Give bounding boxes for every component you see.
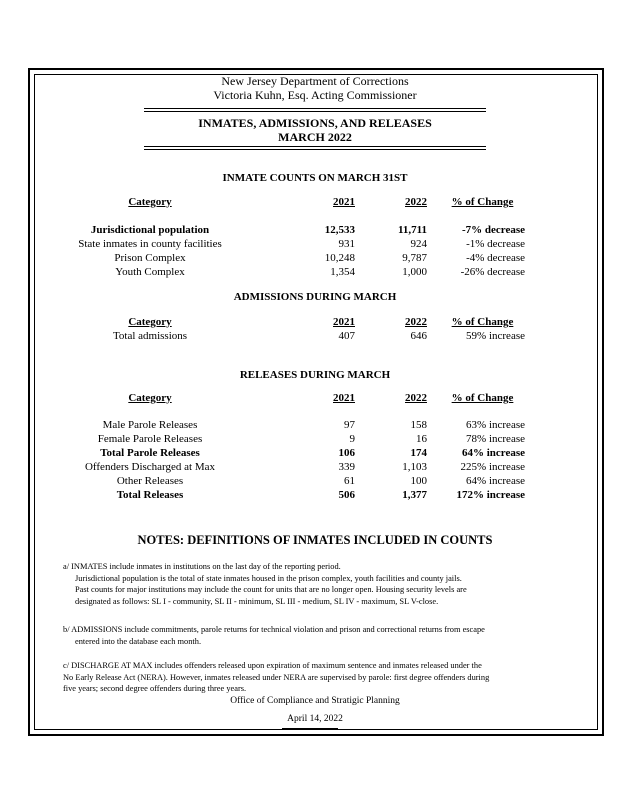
releases-section-title: RELEASES DURING MARCH bbox=[239, 369, 391, 381]
table-row-change: -26% decrease bbox=[460, 266, 525, 278]
table-row-category: Total Releases bbox=[116, 489, 184, 501]
table-row-2021: 506 bbox=[338, 489, 355, 501]
col-header-2022: 2022 bbox=[405, 316, 427, 328]
col-header-category: Category bbox=[128, 316, 172, 328]
commissioner-name: Victoria Kuhn, Esq. Acting Commissioner bbox=[213, 88, 417, 102]
table-row-2021: 1,354 bbox=[330, 266, 355, 278]
table-row-change: -7% decrease bbox=[461, 224, 525, 236]
col-header-change: % of Change bbox=[451, 196, 514, 208]
admissions-section-title: ADMISSIONS DURING MARCH bbox=[233, 291, 397, 303]
col-header-category: Category bbox=[128, 392, 172, 404]
counts-section-title: INMATE COUNTS ON MARCH 31ST bbox=[222, 172, 408, 184]
note-line: b/ ADMISSIONS include commitments, parole returns for technical violation and prison and correctional returns from escape bbox=[63, 625, 485, 634]
header-rule-bottom-2 bbox=[144, 149, 486, 150]
table-row-change: -1% decrease bbox=[466, 238, 525, 250]
table-row-category: Other Releases bbox=[116, 475, 184, 487]
report-title: INMATES, ADMISSIONS, AND RELEASES bbox=[198, 116, 432, 130]
notes-title: NOTES: DEFINITIONS OF INMATES INCLUDED IN COUNTS bbox=[137, 533, 493, 547]
table-row-2022: 174 bbox=[410, 447, 427, 459]
table-row-category: Prison Complex bbox=[114, 252, 186, 264]
table-row-2022: 646 bbox=[410, 330, 427, 342]
table-row-change: 78% increase bbox=[466, 433, 525, 445]
note-line: No Early Release Act (NERA). However, inmates released under NERA are supervised by parole: first degree offenders during bbox=[63, 672, 490, 682]
table-row-2022: 100 bbox=[410, 475, 427, 487]
table-row-2021: 97 bbox=[344, 419, 355, 431]
note-line: c/ DISCHARGE AT MAX includes offenders released upon expiration of maximum sentence and inmates released under the bbox=[63, 661, 482, 670]
table-row-change: -4% decrease bbox=[466, 252, 525, 264]
note-line: Jurisdictional population is the total of state inmates housed in the prison complex, youth facilities and county jails. bbox=[75, 573, 462, 583]
table-row-2021: 931 bbox=[338, 238, 355, 250]
col-header-2021: 2021 bbox=[333, 392, 355, 404]
table-row-2021: 10,248 bbox=[324, 252, 355, 264]
col-header-category: Category bbox=[128, 196, 172, 208]
table-row-2022: 1,377 bbox=[402, 489, 427, 501]
table-row-category: Total admissions bbox=[112, 330, 188, 342]
footer-date: April 14, 2022 bbox=[287, 714, 343, 724]
table-row-2022: 1,000 bbox=[402, 266, 427, 278]
table-row-2022: 924 bbox=[410, 238, 427, 250]
table-row-2021: 339 bbox=[338, 461, 355, 473]
note-line: five years; second degree offenders during three years. bbox=[63, 684, 247, 693]
header-rule-top-2 bbox=[144, 111, 486, 112]
col-header-2021: 2021 bbox=[333, 316, 355, 328]
note-line: Past counts for major institutions may include the count for units that are no longer open. Housing security levels are bbox=[75, 585, 467, 594]
table-row-change: 172% increase bbox=[456, 489, 525, 501]
col-header-change: % of Change bbox=[451, 316, 514, 328]
col-header-2022: 2022 bbox=[405, 392, 427, 404]
table-row-2022: 1,103 bbox=[402, 461, 427, 473]
table-row-change: 64% increase bbox=[461, 447, 525, 459]
header-rule-top bbox=[144, 108, 486, 109]
note-line: entered into the database each month. bbox=[75, 636, 202, 646]
table-row-2022: 16 bbox=[416, 433, 427, 445]
table-row-category: Male Parole Releases bbox=[102, 419, 198, 431]
table-row-category: Total Parole Releases bbox=[100, 447, 200, 459]
col-header-2022: 2022 bbox=[405, 196, 427, 208]
table-row-category: Offenders Discharged at Max bbox=[84, 461, 216, 473]
footer-office: Office of Compliance and Stratigic Planning bbox=[230, 696, 400, 706]
table-row-change: 59% increase bbox=[466, 330, 525, 342]
table-row-change: 63% increase bbox=[466, 419, 525, 431]
footer-date-rule bbox=[282, 728, 338, 729]
col-header-change: % of Change bbox=[451, 392, 514, 404]
table-row-change: 225% increase bbox=[460, 461, 525, 473]
table-row-2022: 158 bbox=[410, 419, 427, 431]
col-header-2021: 2021 bbox=[333, 196, 355, 208]
table-row-2021: 106 bbox=[338, 447, 355, 459]
table-row-change: 64% increase bbox=[466, 475, 525, 487]
table-row-2021: 9 bbox=[349, 433, 355, 445]
note-line: a/ INMATES include inmates in institutions on the last day of the reporting period. bbox=[63, 562, 341, 571]
table-row-category: Jurisdictional population bbox=[90, 224, 210, 236]
table-row-2021: 61 bbox=[344, 475, 355, 487]
agency-name: New Jersey Department of Corrections bbox=[221, 74, 409, 88]
table-row-category: State inmates in county facilities bbox=[78, 238, 222, 250]
header-rule-bottom bbox=[144, 146, 486, 147]
table-row-category: Female Parole Releases bbox=[97, 433, 203, 445]
table-row-2021: 407 bbox=[338, 330, 355, 342]
table-row-2022: 9,787 bbox=[402, 252, 427, 264]
note-line: designated as follows: SL I - community, SL II - minimum, SL III - medium, SL IV - maximum, SL V-close. bbox=[75, 596, 439, 606]
report-period: MARCH 2022 bbox=[278, 130, 352, 144]
table-row-2022: 11,711 bbox=[397, 224, 427, 236]
table-row-2021: 12,533 bbox=[324, 224, 355, 236]
table-row-category: Youth Complex bbox=[115, 266, 185, 278]
